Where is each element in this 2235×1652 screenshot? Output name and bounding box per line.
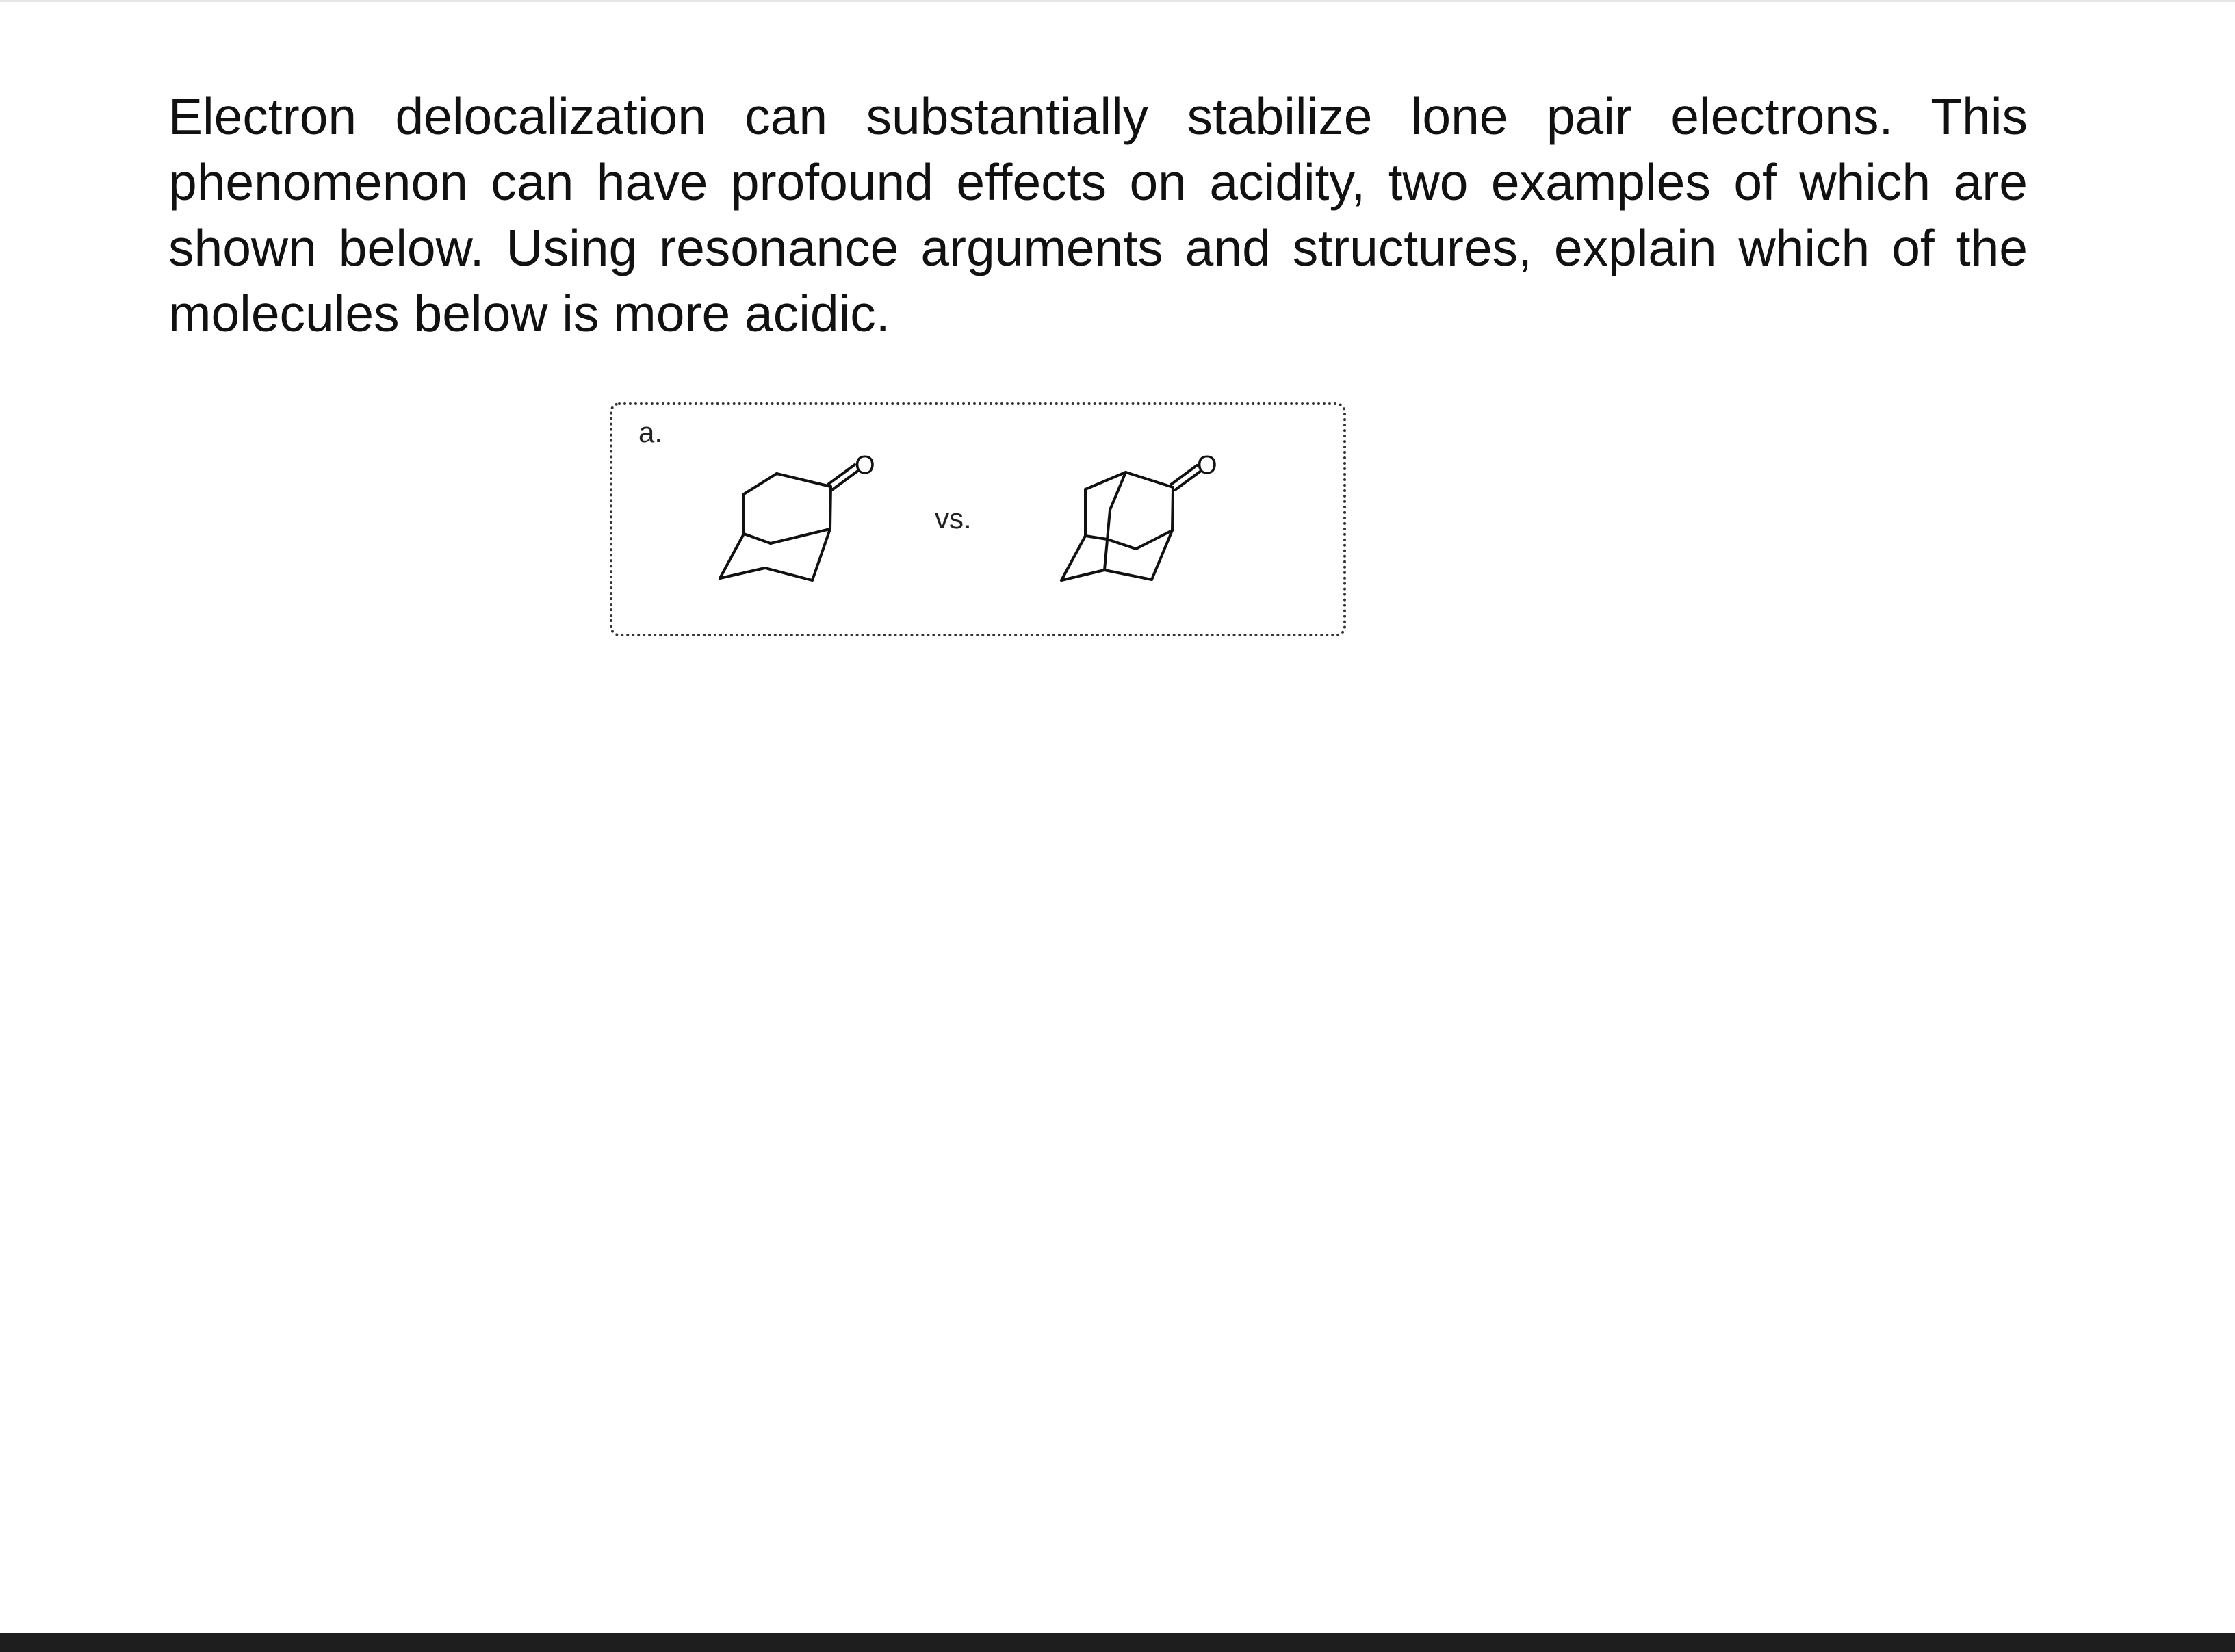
oxygen-label: O [855,451,875,480]
versus-label: vs. [935,502,972,534]
part-label: a. [638,416,663,448]
top-divider [0,0,2235,2]
oxygen-label: O [1197,451,1217,480]
bond [744,474,777,494]
bicyclic-ketone-structure [712,448,917,595]
bottom-bar [0,1633,2235,1652]
question-text: Electron delocalization can substantially stabilize lone pair electrons. This phenomenon can have profound effects on acidity, two examples of which are shown below. Using resonance arguments and structures, explain which of the molecules below is more acidic. [168,88,2028,342]
adamantanone-structure [1047,448,1252,595]
